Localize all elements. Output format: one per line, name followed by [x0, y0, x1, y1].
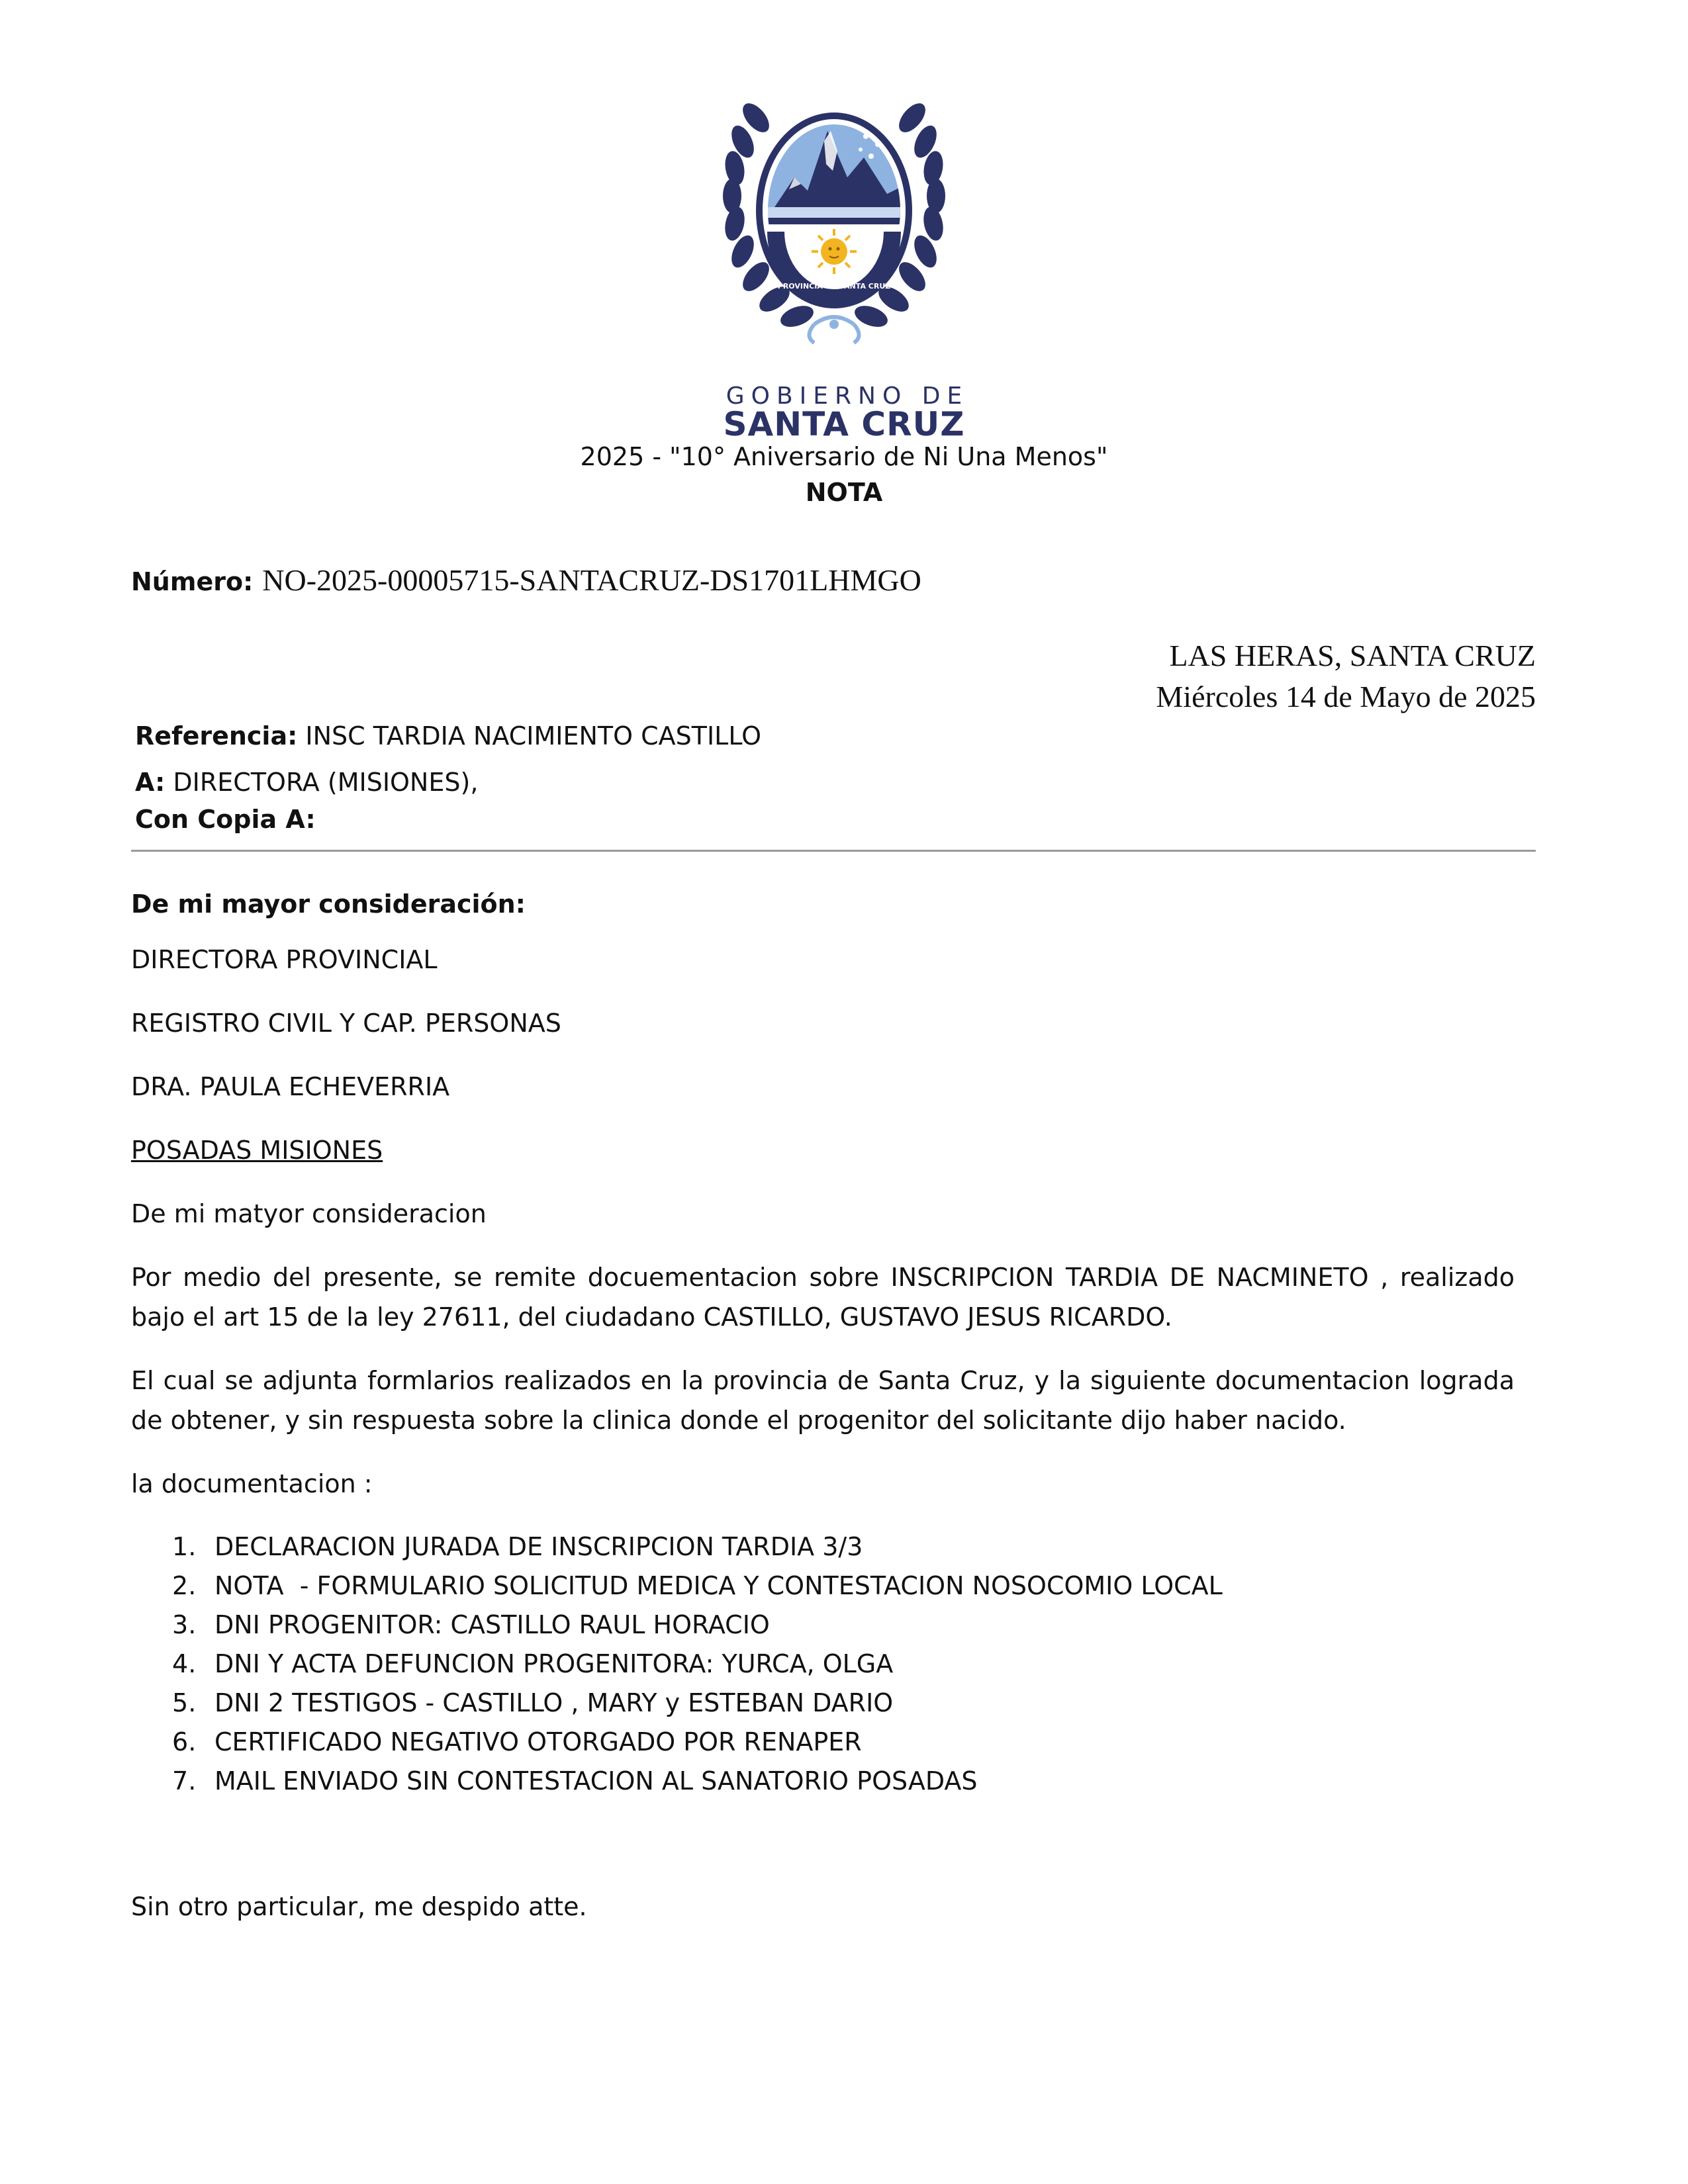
- list-item: DNI PROGENITOR: CASTILLO RAUL HORACIO: [214, 1610, 770, 1639]
- list-item: DECLARACION JURADA DE INSCRIPCION TARDIA 3/3: [214, 1532, 863, 1561]
- cc-label: Con Copia A:: [135, 805, 316, 834]
- documents-list: [131, 1527, 1515, 1801]
- list-item: DNI 2 TESTIGOS - CASTILLO , MARY y ESTEBAN DARIO: [214, 1688, 894, 1717]
- svg-text:PROVINCIA DE SANTA CRUZ: PROVINCIA DE SANTA CRUZ: [777, 282, 891, 291]
- header-divider: [131, 850, 1536, 852]
- addressee-label: A:: [135, 768, 165, 797]
- addressee-value: DIRECTORA (MISIONES),: [173, 768, 479, 797]
- addressee-line: REGISTRO CIVIL Y CAP. PERSONAS: [131, 1009, 561, 1038]
- list-intro: la documentacion :: [131, 1469, 373, 1498]
- santa-cruz-coat-of-arms-logo: [715, 78, 953, 369]
- cc-row: [135, 805, 316, 834]
- document-number-value: NO-2025-00005715-SANTACRUZ-DS1701LHMGO: [262, 563, 921, 597]
- addressee-line: POSADAS MISIONES: [131, 1136, 383, 1165]
- province-name: SANTA CRUZ: [723, 405, 965, 443]
- list-item: DNI Y ACTA DEFUNCION PROGENITORA: YURCA, OLGA: [214, 1649, 894, 1678]
- letter-body: [131, 884, 1515, 1950]
- list-item: NOTA - FORMULARIO SOLICITUD MEDICA Y CONTESTACION NOSOCOMIO LOCAL: [214, 1571, 1223, 1600]
- paragraph: El cual se adjunta formlarios realizados en la provincia de Santa Cruz, y la siguiente documentacion lograda de obtener, y sin respuesta sobre la clinica donde el progenitor del solicitante dijo haber nacido.: [131, 1366, 1515, 1435]
- addressee-row: [135, 768, 478, 797]
- reference-value: INSC TARDIA NACIMIENTO CASTILLO: [305, 721, 762, 751]
- paragraph: Por medio del presente, se remite docuementacion sobre INSCRIPCION TARDIA DE NACMINETO , realizado bajo el art 15 de la ley 27611, del ciudadano CASTILLO, GUSTAVO JESUS RICARDO.: [131, 1263, 1515, 1332]
- reference-label: Referencia:: [135, 721, 298, 751]
- closing: Sin otro particular, me despido atte.: [131, 1892, 587, 1921]
- reference-row: [135, 721, 761, 751]
- document-number-label: Número:: [131, 567, 254, 596]
- salutation: De mi matyor consideracion: [131, 1199, 487, 1228]
- addressee-line: DRA. PAULA ECHEVERRIA: [131, 1072, 450, 1101]
- government-label: GOBIERNO DE: [726, 383, 969, 410]
- place-and-date: [1156, 635, 1536, 717]
- greeting: De mi mayor consideración:: [131, 889, 526, 919]
- document-type-title: NOTA: [805, 478, 883, 507]
- date: Miércoles 14 de Mayo de 2025: [1156, 680, 1536, 713]
- place: LAS HERAS, SANTA CRUZ: [1169, 639, 1536, 672]
- list-item: MAIL ENVIADO SIN CONTESTACION AL SANATORIO POSADAS: [214, 1766, 978, 1796]
- year-motto: 2025 - "10° Aniversario de Ni Una Menos": [580, 442, 1108, 471]
- addressee-line: DIRECTORA PROVINCIAL: [131, 945, 438, 974]
- document-number-row: [131, 563, 921, 598]
- list-item: CERTIFICADO NEGATIVO OTORGADO POR RENAPER: [214, 1727, 862, 1756]
